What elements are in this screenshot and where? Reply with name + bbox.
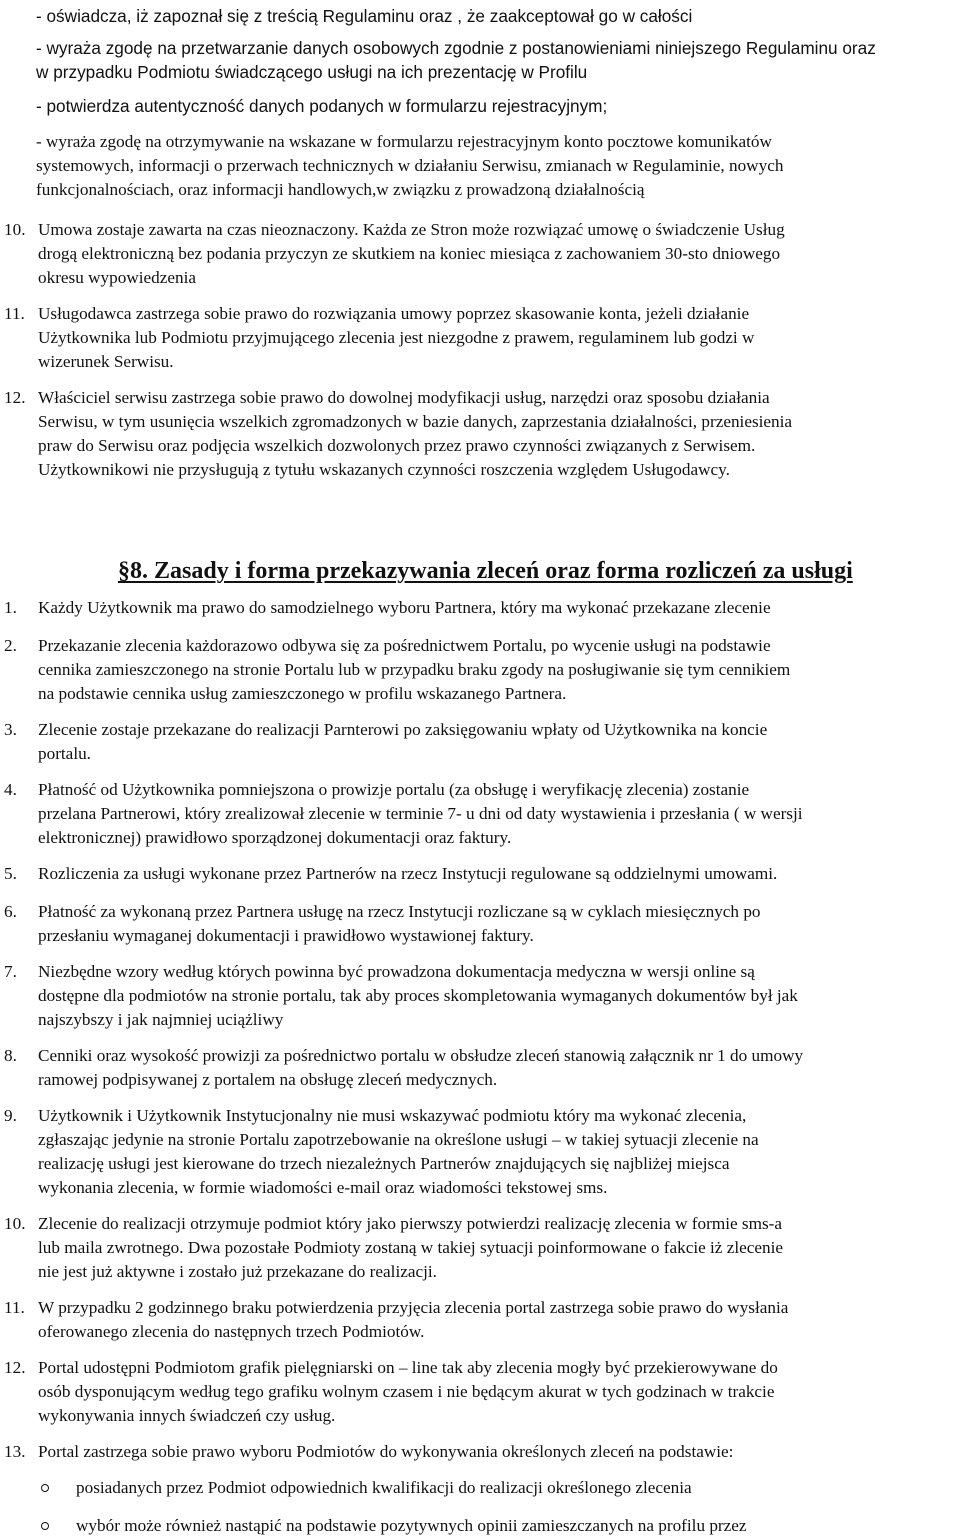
paragraph-line: Rozliczenia za usługi wykonane przez Partnerów na rzecz Instytucji regulowane są oddzielnymi umowami.: [38, 864, 778, 883]
paragraph-line: przelana Partnerowi, który zrealizował zlecenie w terminie 7- u dni od daty wystawienia i przesłania ( w wersji: [38, 804, 803, 823]
paragraph-line: zgłaszając jedynie na stronie Portalu zapotrzebowanie na określone usługi – w takiej sytuacji zlecenie na: [38, 1130, 759, 1149]
consent-line: systemowych, informacji o przerwach technicznych w działaniu Serwisu, zmianach w Regulaminie, nowych: [36, 156, 784, 175]
paragraph-line: na podstawie cennika usług zamieszczonego w profilu wskazanego Partnera.: [38, 684, 567, 703]
item-number: 6.: [4, 902, 17, 921]
consent-line: - wyraża zgodę na przetwarzanie danych osobowych zgodnie z postanowieniami niniejszego Regulaminu oraz: [36, 38, 876, 58]
paragraph-line: okresu wypowiedzenia: [38, 268, 196, 287]
item-number: 10.: [4, 1214, 26, 1233]
paragraph-line: drogą elektroniczną bez podania przyczyn ze skutkiem na koniec miesiąca z zachowaniem 30-sto dniowego: [38, 244, 781, 263]
item-number: 1.: [4, 598, 17, 617]
paragraph-line: Płatność od Użytkownika pomniejszona o prowizje portalu (za obsługę i weryfikację zlecenia) zostanie: [38, 780, 750, 799]
paragraph-line: osób dysponującym według tego grafiku wolnym czasem i nie będącym akurat w tych godzinach w trakcie: [38, 1382, 775, 1401]
item-number: 8.: [4, 1046, 17, 1065]
paragraph-line: Serwisu, w tym usunięcia wszelkich zgromadzonych w bazie danych, zaprzestania działalności, przeniesienia: [38, 412, 793, 431]
consent-line: - potwierdza autentyczność danych podanych w formularzu rejestracyjnym;: [36, 96, 608, 116]
item-number: 9.: [4, 1106, 17, 1125]
paragraph-line: Właściciel serwisu zastrzega sobie prawo do dowolnej modyfikacji usług, narzędzi oraz sposobu działania: [38, 388, 770, 407]
paragraph-line: Każdy Użytkownik ma prawo do samodzielnego wyboru Partnera, który ma wykonać przekazane zlecenie: [38, 598, 771, 617]
paragraph-line: przesłaniu wymaganej dokumentacji i prawidłowo wystawionej faktury.: [38, 926, 534, 945]
consent-line: w przypadku Podmiotu świadczącego usługi na ich prezentację w Profilu: [36, 62, 588, 82]
sub-item-line: wybór może również nastąpić na podstawie pozytywnych opinii zamieszczanych na profilu przez: [76, 1516, 747, 1535]
paragraph-line: Umowa zostaje zawarta na czas nieoznaczony. Każda ze Stron może rozwiązać umowę o świadczenie Usług: [38, 220, 785, 239]
item-number: 3.: [4, 720, 17, 739]
item-number: 11.: [4, 304, 25, 323]
paragraph-line: Użytkownika lub Podmiotu przyjmującego zlecenia jest niezgodne z prawem, regulaminem lub godzi w: [38, 328, 755, 347]
paragraph-line: praw do Serwisu oraz podjęcia wszelkich dozwolonych przez prawo czynności związanych z Serwisem.: [38, 436, 756, 455]
paragraph-line: Niezbędne wzory według których powinna być prowadzona dokumentacja medyczna w wersji online są: [38, 962, 755, 981]
paragraph-line: wykonania zlecenia, w formie wiadomości e-mail oraz wiadomości tekstowej sms.: [38, 1178, 608, 1197]
paragraph-line: Portal zastrzega sobie prawo wyboru Podmiotów do wykonywania określonych zleceń na podstawie:: [38, 1442, 734, 1461]
circle-bullet-icon: [41, 1522, 49, 1530]
item-number: 5.: [4, 864, 17, 883]
item-number: 13.: [4, 1442, 26, 1461]
paragraph-line: ramowej podpisywanej z portalem na obsługę zleceń medycznych.: [38, 1070, 498, 1089]
paragraph-line: Cenniki oraz wysokość prowizji za pośrednictwo portalu w obsłudze zleceń stanowią załącznik nr 1 do umowy: [38, 1046, 804, 1065]
paragraph-line: Płatność za wykonaną przez Partnera usługę na rzecz Instytucji rozliczane są w cyklach miesięcznych po: [38, 902, 761, 921]
item-number: 12.: [4, 1358, 26, 1377]
paragraph-line: Przekazanie zlecenia każdorazowo odbywa się za pośrednictwem Portalu, po wycenie usługi na podstawie: [38, 636, 771, 655]
paragraph-line: realizację usługi jest kierowane do trzech niezależnych Partnerów znajdujących się najbliżej miejsca: [38, 1154, 730, 1173]
paragraph-line: oferowanego zlecenia do następnych trzech Podmiotów.: [38, 1322, 425, 1341]
item-number: 2.: [4, 636, 17, 655]
consent-line: - oświadcza, iż zapoznał się z treścią Regulaminu oraz , że zaakceptował go w całości: [36, 6, 693, 26]
paragraph-line: nie jest już aktywne i zostało już przekazane do realizacji.: [38, 1262, 437, 1281]
paragraph-line: elektronicznej) prawidłowo sporządzonej dokumentacji oraz faktury.: [38, 828, 512, 847]
paragraph-line: Zlecenie zostaje przekazane do realizacji Parnterowi po zaksięgowaniu wpłaty od Użytkownika na koncie: [38, 720, 768, 739]
paragraph-line: wizerunek Serwisu.: [38, 352, 174, 371]
paragraph-line: portalu.: [38, 744, 91, 763]
consent-line: funkcjonalnościach, oraz informacji handlowych,w związku z prowadzoną działalnością: [36, 180, 645, 199]
paragraph-line: dostępne dla podmiotów na stronie portalu, tak aby proces skompletowania wymaganych dokumentów był jak: [38, 986, 798, 1005]
paragraph-line: najszybszy i jak najmniej uciążliwy: [38, 1010, 284, 1029]
paragraph-line: wykonywania innych świadczeń czy usług.: [38, 1406, 336, 1425]
paragraph-line: Użytkownikowi nie przysługują z tytułu wskazanych czynności roszczenia względem Usługodawcy.: [38, 460, 730, 479]
section-heading: §8. Zasady i forma przekazywania zleceń oraz forma rozliczeń za usługi: [118, 558, 853, 584]
item-number: 7.: [4, 962, 17, 981]
paragraph-line: Użytkownik i Użytkownik Instytucjonalny nie musi wskazywać podmiotu który ma wykonać zlecenia,: [38, 1106, 747, 1125]
circle-bullet-icon: [41, 1484, 49, 1492]
paragraph-line: Zlecenie do realizacji otrzymuje podmiot który jako pierwszy potwierdzi realizację zlecenia w formie sms-a: [38, 1214, 782, 1233]
paragraph-line: Usługodawca zastrzega sobie prawo do rozwiązania umowy poprzez skasowanie konta, jeżeli działanie: [38, 304, 750, 323]
consent-line: - wyraża zgodę na otrzymywanie na wskazane w formularzu rejestracyjnym konto pocztowe komunikatów: [36, 132, 772, 151]
paragraph-line: Portal udostępni Podmiotom grafik pielęgniarski on – line tak aby zlecenia mogły być przekierowywane do: [38, 1358, 778, 1377]
item-number: 4.: [4, 780, 17, 799]
paragraph-line: W przypadku 2 godzinnego braku potwierdzenia przyjęcia zlecenia portal zastrzega sobie prawo do wysłania: [38, 1298, 789, 1317]
sub-item-line: posiadanych przez Podmiot odpowiednich kwalifikacji do realizacji określonego zlecenia: [76, 1478, 692, 1497]
paragraph-line: cennika zamieszczonego na stronie Portalu lub w przypadku braku zgody na posługiwanie się tym cennikiem: [38, 660, 791, 679]
item-number: 11.: [4, 1298, 25, 1317]
item-number: 12.: [4, 388, 26, 407]
item-number: 10.: [4, 220, 26, 239]
paragraph-line: lub maila zwrotnego. Dwa pozostałe Podmioty zostaną w takiej sytuacji poinformowane o fakcie iż zlecenie: [38, 1238, 784, 1257]
